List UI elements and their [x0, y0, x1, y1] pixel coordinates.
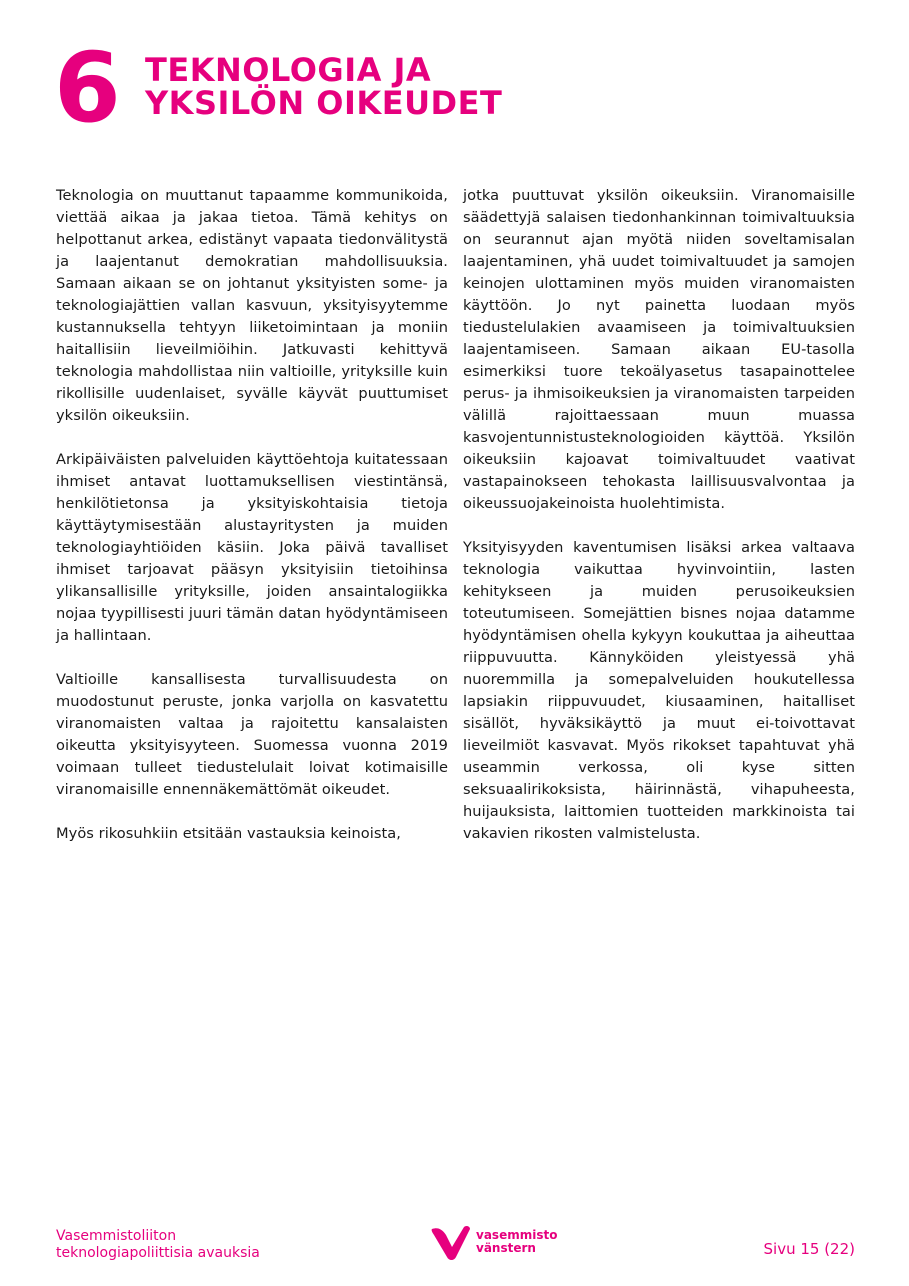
chapter-title [145, 51, 503, 122]
chapter-title-line-1: TEKNOLOGIA JA [145, 51, 432, 89]
chapter-title-line-2: YKSILÖN OIKEUDET [145, 84, 503, 122]
paragraph: Myös rikosuhkiin etsitään vastauksia keinoista, [56, 825, 401, 842]
footer-org-line-2: teknologiapoliittisia avauksia [56, 1245, 260, 1261]
logo-wordmark [476, 1229, 557, 1255]
paragraph: Yksityisyyden kaventumisen lisäksi arkea valtaava teknologia vaikuttaa hyvinvointiin, lasten kehitykseen ja muiden perusoikeuksien toteutumiseen. Somejättien bisnes nojaa datamme hyödyntämisen ohella kykyyn koukuttaa ja aiheuttaa riippuvuutta. Kännyköiden yleistyessä yhä nuoremmilla ja somepalveluiden houkutellessa lapsiakin riippuvuudet, kiusaaminen, haitalliset sisällöt, hyväksikäyttö ja muut ei-toivottavat lieveilmiöt kasvavat. Myös rikokset tapahtuvat yhä useammin verkossa, oli kyse sitten seksuaalirikoksista, häirinnästä, vihapuheesta, huijauksista, laittomien tuotteiden markkinoista tai vakavien rikosten valmistelusta. [463, 539, 855, 842]
left-column [56, 185, 448, 867]
page-number: Sivu 15 (22) [763, 1240, 855, 1258]
paragraph: Teknologia on muuttanut tapaamme kommunikoida, viettää aikaa ja jakaa tietoa. Tämä kehitys on helpottanut arkea, edistänyt vapaata tiedonvälitystä ja laajentanut demokratian mahdollisuuksia. Samaan aikaan se on johtanut yksityisten some- ja teknologiajättien vallan kasvuun, yksityisyytemme kustannuksella tehtyyn liiketoimintaan ja moniin haitallisiin lieveilmiöihin. Jatkuvasti kehittyvä teknologia mahdollistaa niin valtioille, yrityksille kuin rikollisille uudenlaiset, syvälle käyvät puuttumiset yksilön oikeuksiin. [56, 187, 448, 424]
logo-line-2: vänstern [476, 1241, 536, 1255]
paragraph: jotka puuttuvat yksilön oikeuksiin. Viranomaisille säädettyjä salaisen tiedonhankinnan toimivaltuuksia on seurannut ajan myötä niiden soveltamisalan laajentaminen, yhä uudet toimivaltuudet ja samojen keinojen ulottaminen myös muiden viranomaisten käyttöön. Jo nyt painetta luodaan myös tiedustelulakien avaamiseen ja toimivaltuuksien laajentamiseen. Samaan aikaan EU-tasolla esimerkiksi tuore tekoälyasetus tasapainottelee perus- ja ihmisoikeuksien ja viranomaisten tarpeiden välillä rajoittaessaan muun muassa kasvojentunnistusteknologioiden käyttöä. Yksilön oikeuksiin kajoavat toimivaltuudet vaativat vastapainokseen tehokasta laillisuusvalvontaa ja oikeussuojakeinoista huolehtimista. [463, 187, 855, 512]
logo-line-1: vasemmisto [476, 1228, 558, 1242]
footer-publication [56, 1228, 260, 1262]
right-column [463, 185, 855, 867]
vasemmisto-logo [430, 1225, 570, 1261]
paragraph: Valtioille kansallisesta turvallisuudesta on muodostunut peruste, jonka varjolla on kasvatettu viranomaisten valtaa ja rajoitettu kansalaisten oikeutta yksityisyyteen. Suomessa vuonna 2019 voimaan tulleet tiedustelulait loivat kotimaisille viranomaisille ennennäkemättömät oikeudet. [56, 671, 448, 798]
chapter-number: 6 [54, 32, 119, 144]
paragraph: Arkipäiväisten palveluiden käyttöehtoja kuitatessaan ihmiset antavat luottamuksellisen viestintänsä, henkilötietonsa ja yksityiskohtaisia tietoja käyttäytymisestään alustayritysten ja muiden teknologiayhtiöiden käsiin. Joka päivä tavalliset ihmiset tarjoavat pääsyn yksityisiin tietoihinsa ylikansallisille yrityksille, joiden ansaintalogiikka nojaa tyypillisesti juuri tämän datan hyödyntämiseen ja hallintaan. [56, 451, 448, 644]
v-logo-icon [430, 1225, 472, 1261]
footer-org-line-1: Vasemmistoliiton [56, 1228, 177, 1244]
